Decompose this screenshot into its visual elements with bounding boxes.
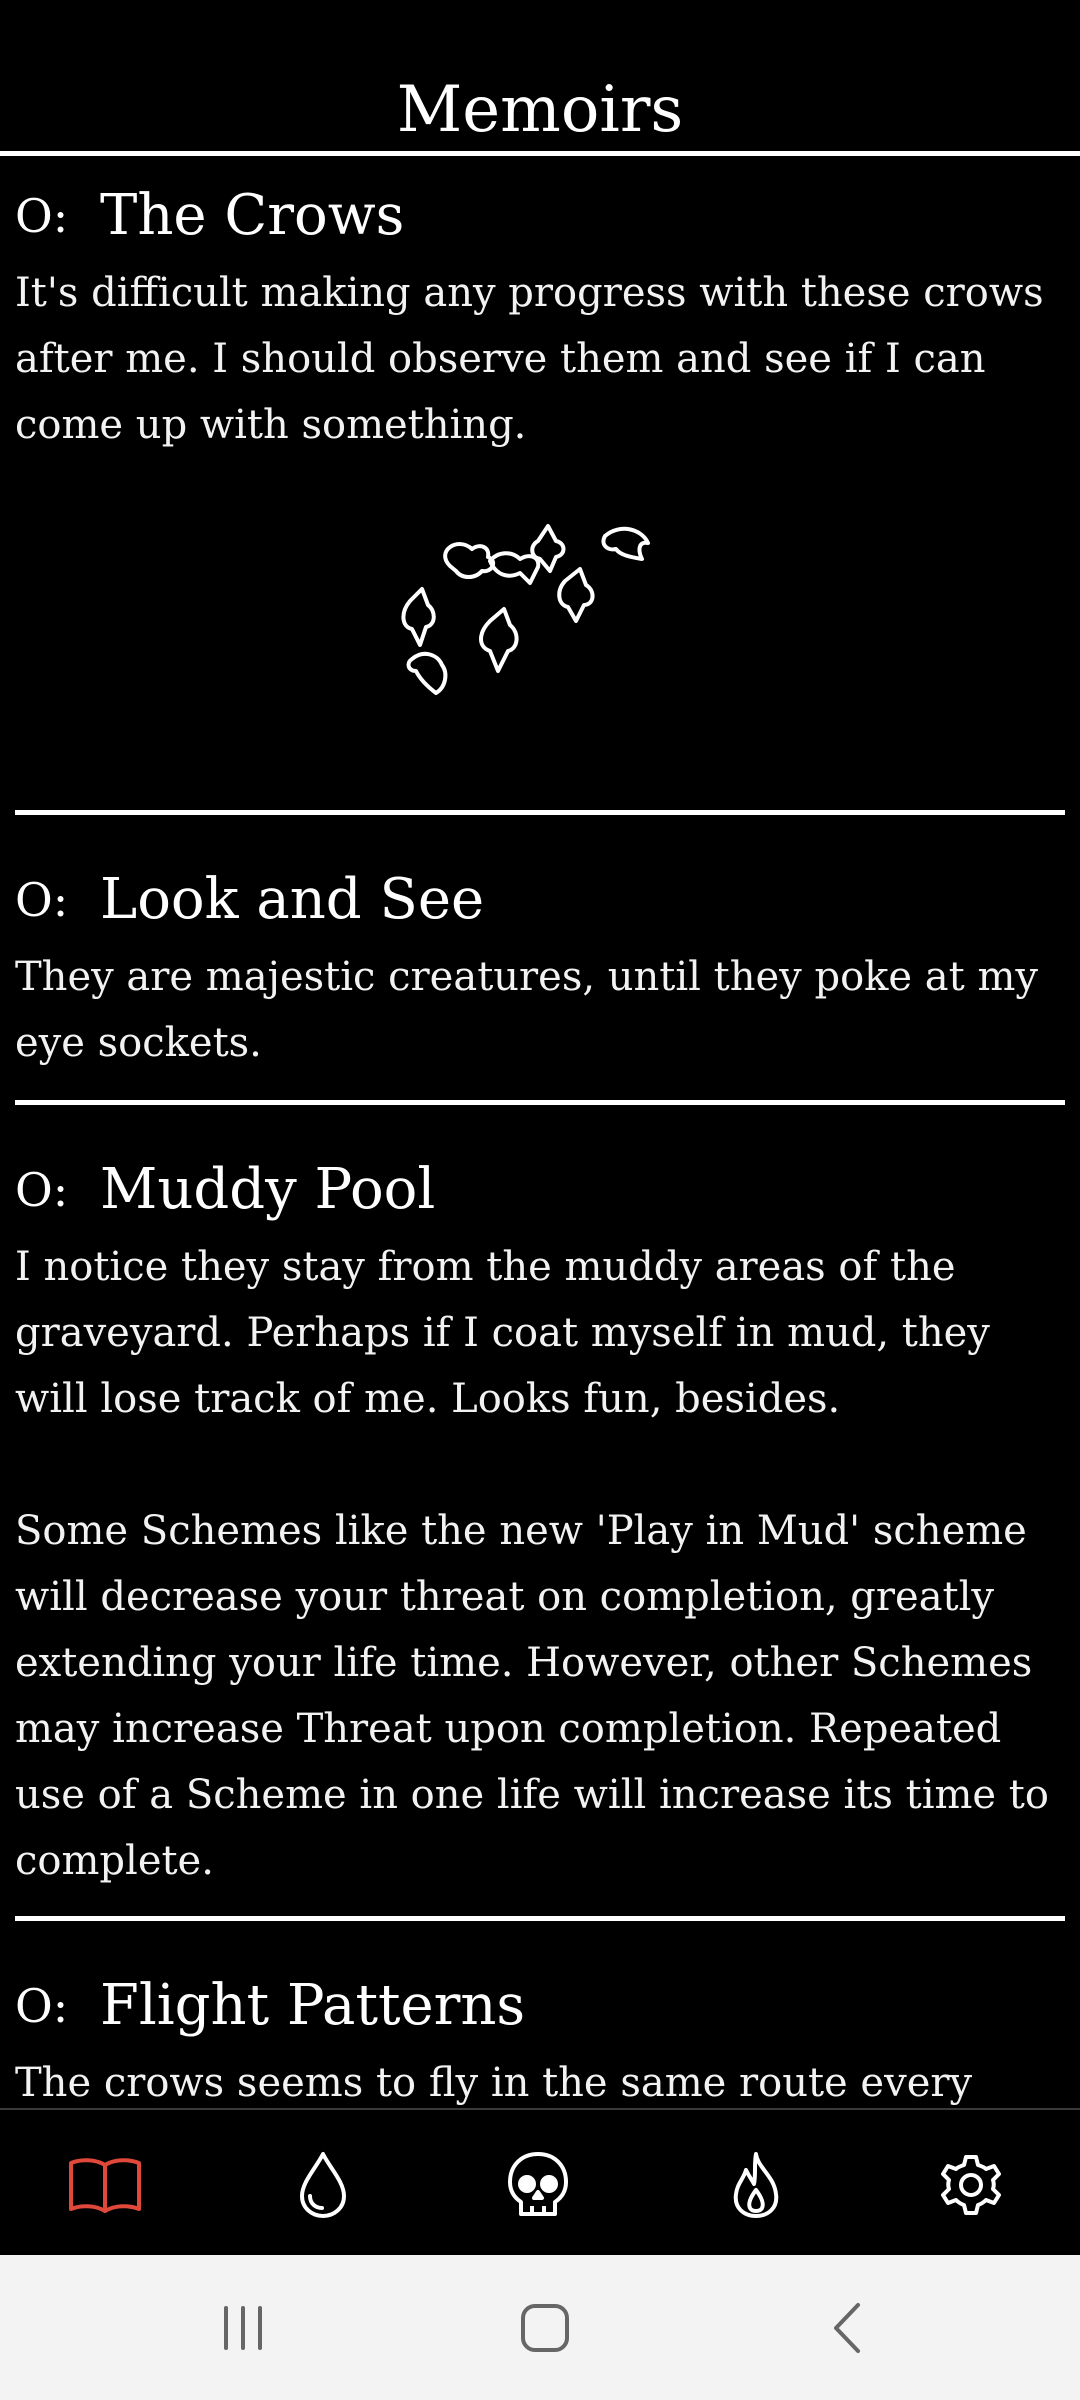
entry-body: It's difficult making any progress with these crows after me. I should observe them and see if I can come up with something.	[15, 270, 1044, 448]
divider	[15, 810, 1065, 815]
skull-icon	[505, 2150, 571, 2220]
header	[0, 0, 1080, 156]
entry-title-row	[15, 860, 1065, 940]
entry-title: Muddy Pool	[100, 1157, 436, 1222]
home-icon	[518, 2301, 572, 2355]
nav-skull-button[interactable]	[493, 2140, 583, 2230]
crow-silhouette	[445, 544, 493, 577]
memoir-list[interactable]	[0, 156, 1080, 2108]
memoir-entry-the-crows[interactable]	[15, 176, 1065, 458]
memoir-entry-muddy-pool[interactable]	[15, 1150, 1065, 1894]
entry-title: The Crows	[100, 183, 405, 248]
divider	[15, 1100, 1065, 1105]
entry-body: The crows seems to fly in the same route every	[15, 2060, 973, 2106]
gear-icon	[937, 2151, 1005, 2219]
entry-title: Look and See	[100, 867, 485, 932]
nav-memoirs-button[interactable]	[60, 2140, 150, 2230]
crows-flock-illustration	[380, 521, 700, 721]
bottom-nav	[0, 2108, 1080, 2255]
flame-icon	[728, 2150, 784, 2220]
divider	[15, 1916, 1065, 1921]
drop-icon	[296, 2150, 350, 2220]
book-icon	[67, 2153, 143, 2217]
entry-marker: O:	[15, 873, 69, 927]
crow-silhouette	[481, 609, 517, 671]
entry-marker: O:	[15, 1979, 69, 2033]
nav-flame-button[interactable]	[711, 2140, 801, 2230]
crow-silhouette	[490, 553, 538, 583]
nav-drop-button[interactable]	[278, 2140, 368, 2230]
entry-marker: O:	[15, 1163, 69, 1217]
back-button[interactable]	[803, 2290, 893, 2365]
entry-marker: O:	[15, 189, 69, 243]
crow-silhouette	[603, 529, 648, 559]
recent-apps-icon	[218, 2304, 268, 2352]
system-nav-bar	[0, 2255, 1080, 2400]
entry-title-row	[15, 1150, 1065, 1230]
entry-title-row	[15, 1966, 1065, 2046]
nav-settings-button[interactable]	[926, 2140, 1016, 2230]
crow-silhouette	[403, 589, 433, 645]
recent-apps-button[interactable]	[198, 2290, 288, 2365]
memoir-entry-look-and-see[interactable]	[15, 860, 1065, 1076]
entry-body: I notice they stay from the muddy areas of the graveyard. Perhaps if I coat myself in mud, they will lose track of me. Looks fun, besides. Some Schemes like the new 'Play in Mud' scheme will decrease your threat on completion, greatly extending your life time. However, other Schemes may increase Threat upon completion. Repeated use of a Scheme in one life will increase its time to complete.	[15, 1244, 1049, 1884]
entry-body: They are majestic creatures, until they poke at my eye sockets.	[15, 954, 1038, 1066]
back-icon	[828, 2301, 868, 2355]
entry-title-row	[15, 176, 1065, 256]
home-button[interactable]	[500, 2290, 590, 2365]
crow-silhouette	[409, 654, 446, 693]
entry-title: Flight Patterns	[100, 1973, 526, 2038]
crow-silhouette	[559, 569, 592, 621]
page-title: Memoirs	[396, 73, 684, 147]
